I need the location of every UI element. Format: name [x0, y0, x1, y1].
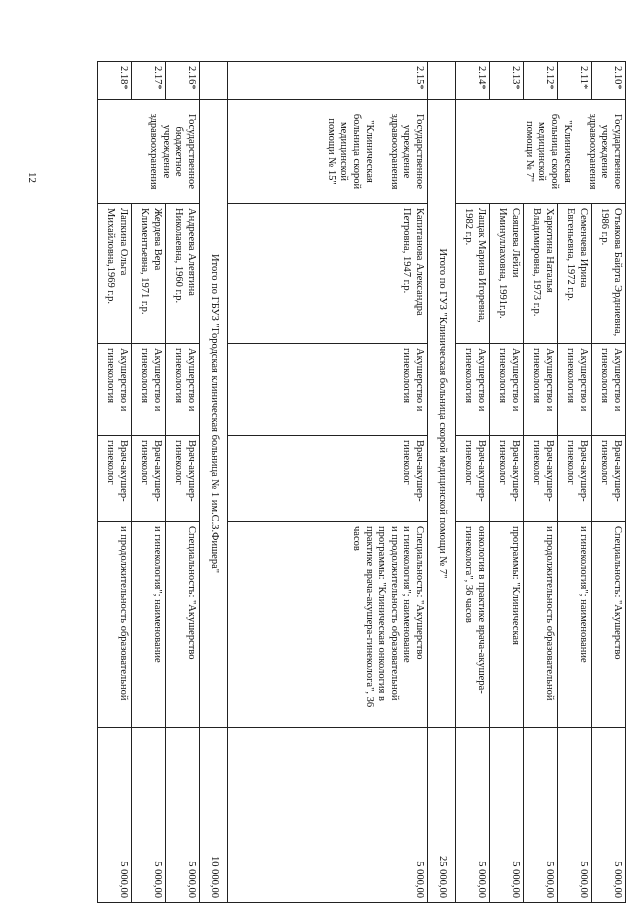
specialty: Акушерство и гинекология: [490, 344, 524, 436]
employee-name: Капитанова Александра Петровна, 1947 г.р.: [228, 204, 428, 344]
specialty: Акушерство и гинекология: [98, 344, 132, 436]
employee-name: Семенчева Ирина Евгеньевна, 1972 г.р.: [558, 204, 592, 344]
employee-name: Жердева Вера Климентьевна, 1971 г.р.: [132, 204, 166, 344]
position: Врач-акушер-гинеколог: [490, 436, 524, 522]
education-program: и гинекология"; наименование: [558, 522, 592, 728]
position: Врач-акушер-гинеколог: [98, 436, 132, 522]
position: Врач-акушер-гинеколог: [132, 436, 166, 522]
education-program: и продолжительность образовательной: [524, 522, 558, 728]
table-row: [228, 62, 428, 903]
education-program: программы: "Клиническая: [490, 522, 524, 728]
organization-name: Государственное учреждение здравоохранения "Клиническая больница скорой медицинской помощи № 7": [456, 100, 626, 204]
row-number: 2.17*: [132, 62, 166, 100]
position: Врач-акушер-гинеколог: [558, 436, 592, 522]
organization-name: Государственное бюджетное учреждение здравоохранения: [98, 100, 200, 204]
organization-name: Государственное учреждение здравоохранения "Клиническая больница скорой медицинской помощи № 15": [228, 100, 428, 204]
amount: 5 000,00: [228, 728, 428, 903]
page-number: 12: [26, 172, 38, 183]
amount: 5 000,00: [524, 728, 558, 903]
total-label: Итого по ГБУЗ "Городская клиническая больница № 1 им.С.З.Фишера": [200, 100, 228, 728]
specialty: Акушерство и гинекология: [524, 344, 558, 436]
amount: 5 000,00: [132, 728, 166, 903]
position: Врач-акушер-гинеколог: [166, 436, 200, 522]
total-amount: 10 000,00: [200, 728, 228, 903]
employee-name: Андреева Алевтина Николаевна, 1960 г.р.: [166, 204, 200, 344]
total-spacer: [428, 62, 456, 100]
education-program: Специальность: "Акушерство: [166, 522, 200, 728]
specialty: Акушерство и гинекология: [456, 344, 490, 436]
amount: 5 000,00: [456, 728, 490, 903]
specialty: Акушерство и гинекология: [558, 344, 592, 436]
total-spacer: [200, 62, 228, 100]
amount: 5 000,00: [490, 728, 524, 903]
table-row: [592, 62, 626, 903]
education-program: и гинекология"; наименование: [132, 522, 166, 728]
position: Врач-акушер-гинеколог: [456, 436, 490, 522]
amount: 5 000,00: [166, 728, 200, 903]
specialty: Акушерство и гинекология: [228, 344, 428, 436]
position: Врач-акушер-гинеколог: [228, 436, 428, 522]
table-row: [166, 62, 200, 903]
total-amount: 25 000,00: [428, 728, 456, 903]
employee-name: Отьякова Байрта Эрдниевна, 1986 г.р.: [592, 204, 626, 344]
employee-name: Лащак Марина Игоревна, 1982 г.р.: [456, 204, 490, 344]
amount: 5 000,00: [558, 728, 592, 903]
row-number: 2.12*: [524, 62, 558, 100]
total-label: Итого по ГУЗ "Клиническая больница скорой медицинской помощи № 7": [428, 100, 456, 728]
row-number: 2.10*: [592, 62, 626, 100]
specialty: Акушерство и гинекология: [166, 344, 200, 436]
amount: 5 000,00: [592, 728, 626, 903]
education-program: онкология в практике врача-акушера-гинеколога", 36 часов: [456, 522, 490, 728]
specialty: Акушерство и гинекология: [592, 344, 626, 436]
row-number: 2.13*: [490, 62, 524, 100]
row-number: 2.15*: [228, 62, 428, 100]
education-program: Специальность: "Акушерство и гинекология"; наименование и продолжительность образовательной программы: "Клиническая онкология в практике врача-акушера-гинеколога", 36 часов: [228, 522, 428, 728]
staff-funding-table: [97, 61, 626, 903]
total-row: [428, 62, 456, 903]
position: Врач-акушер-гинеколог: [592, 436, 626, 522]
education-program: и продолжительность образовательной: [98, 522, 132, 728]
specialty: Акушерство и гинекология: [132, 344, 166, 436]
employee-name: Лапкина Ольга Михайловна,1969 г.р.: [98, 204, 132, 344]
row-number: 2.18*: [98, 62, 132, 100]
total-row: [200, 62, 228, 903]
employee-name: Саяшева Лейли Иминуллаховна, 1991г.р.: [490, 204, 524, 344]
education-program: Специальность: "Акушерство: [592, 522, 626, 728]
row-number: 2.11*: [558, 62, 592, 100]
position: Врач-акушер-гинеколог: [524, 436, 558, 522]
employee-name: Харютина Наталья Владимировна, 1973 г.р.: [524, 204, 558, 344]
amount: 5 000,00: [98, 728, 132, 903]
row-number: 2.16*: [166, 62, 200, 100]
row-number: 2.14*: [456, 62, 490, 100]
document-table-sheet: [64, 61, 626, 902]
